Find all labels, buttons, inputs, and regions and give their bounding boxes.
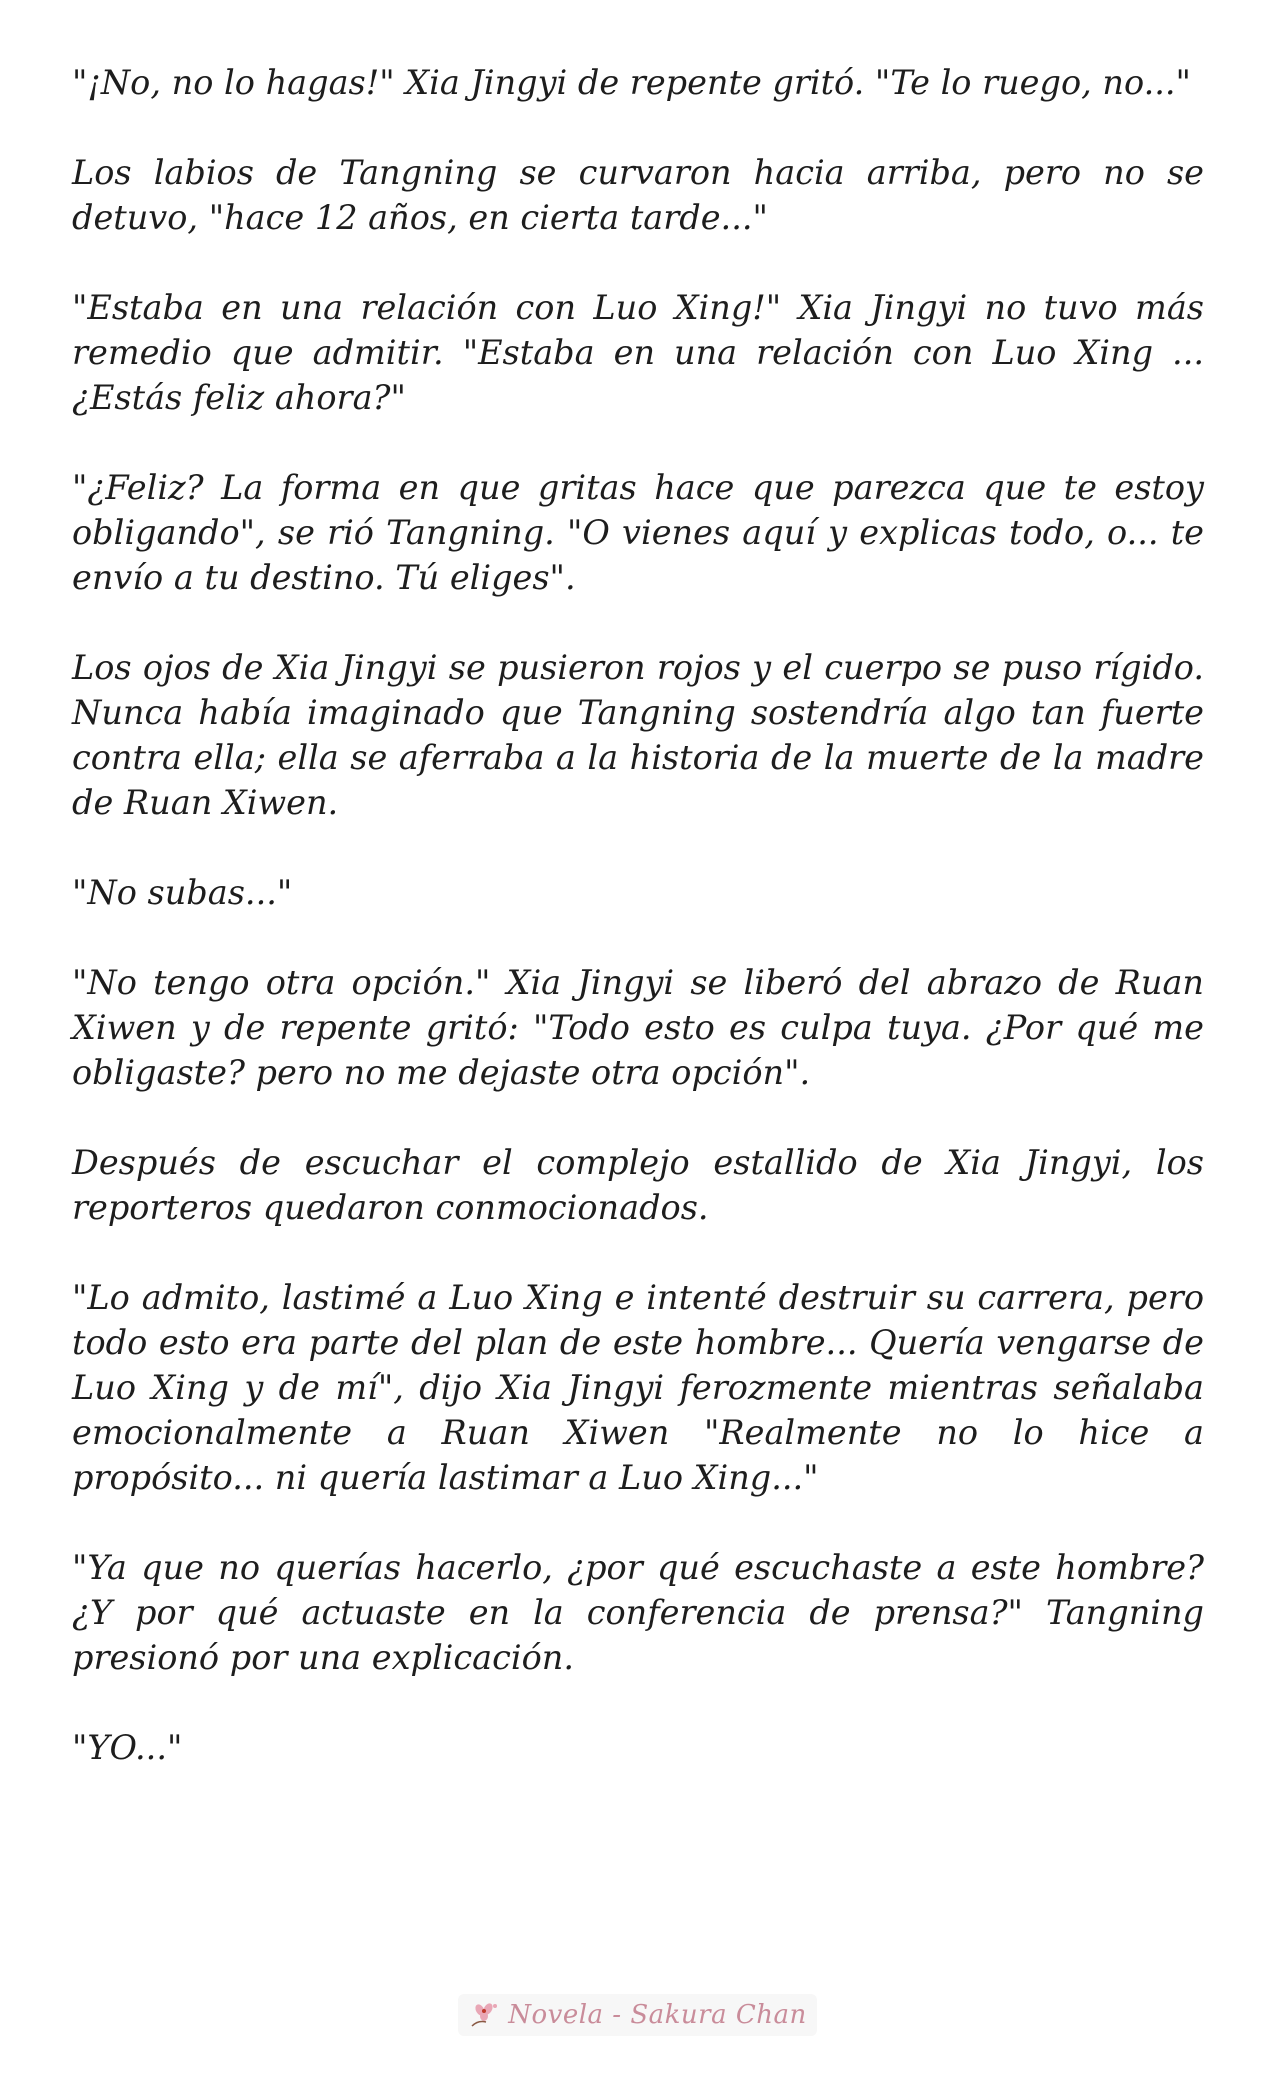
paragraph-6: "No subas..." [72, 873, 293, 912]
paragraph-8: Después de escuchar el complejo estallido de Xia Jingyi, los reporteros quedaron conmocionados. [72, 1143, 1204, 1227]
watermark [458, 1994, 817, 2036]
chapter-text [72, 60, 1204, 1815]
paragraph-10: "Ya que no querías hacerlo, ¿por qué escuchaste a este hombre? ¿Y por qué actuaste en la conferencia de prensa?" Tangning presionó por una explicación. [72, 1548, 1204, 1677]
paragraph-3: "Estaba en una relación con Luo Xing!" Xia Jingyi no tuvo más remedio que admitir. "Estaba en una relación con Luo Xing ... ¿Estás feliz ahora?" [72, 288, 1204, 417]
watermark-text: Novela - Sakura Chan [508, 2000, 807, 2030]
paragraph-7: "No tengo otra opción." Xia Jingyi se liberó del abrazo de Ruan Xiwen y de repente gritó: "Todo esto es culpa tuya. ¿Por qué me obligaste? pero no me dejaste otra opción". [72, 963, 1204, 1092]
paragraph-11: "YO..." [72, 1728, 183, 1767]
paragraph-9: "Lo admito, lastimé a Luo Xing e intenté destruir su carrera, pero todo esto era parte del plan de este hombre... Quería vengarse de Luo Xing y de mí", dijo Xia Jingyi ferozmente mientras señalaba emocionalmente a Ruan Xiwen "Realmente no lo hice a propósito... ni quería lastimar a Luo Xing..." [72, 1278, 1204, 1497]
watermark-footer [0, 1995, 1275, 2035]
paragraph-2: Los labios de Tangning se curvaron hacia arriba, pero no se detuvo, "hace 12 años, en cierta tarde..." [72, 153, 1204, 237]
paragraph-5: Los ojos de Xia Jingyi se pusieron rojos y el cuerpo se puso rígido. Nunca había imaginado que Tangning sostendría algo tan fuerte contra ella; ella se aferraba a la historia de la muerte de la madre de Ruan Xiwen. [72, 648, 1204, 822]
paragraph-4: "¿Feliz? La forma en que gritas hace que parezca que te estoy obligando", se rió Tangning. "O vienes aquí y explicas todo, o... te envío a tu destino. Tú eliges". [72, 468, 1204, 597]
sakura-blossom-icon [468, 2000, 502, 2030]
paragraph-1: "¡No, no lo hagas!" Xia Jingyi de repente gritó. "Te lo ruego, no..." [72, 63, 1191, 102]
